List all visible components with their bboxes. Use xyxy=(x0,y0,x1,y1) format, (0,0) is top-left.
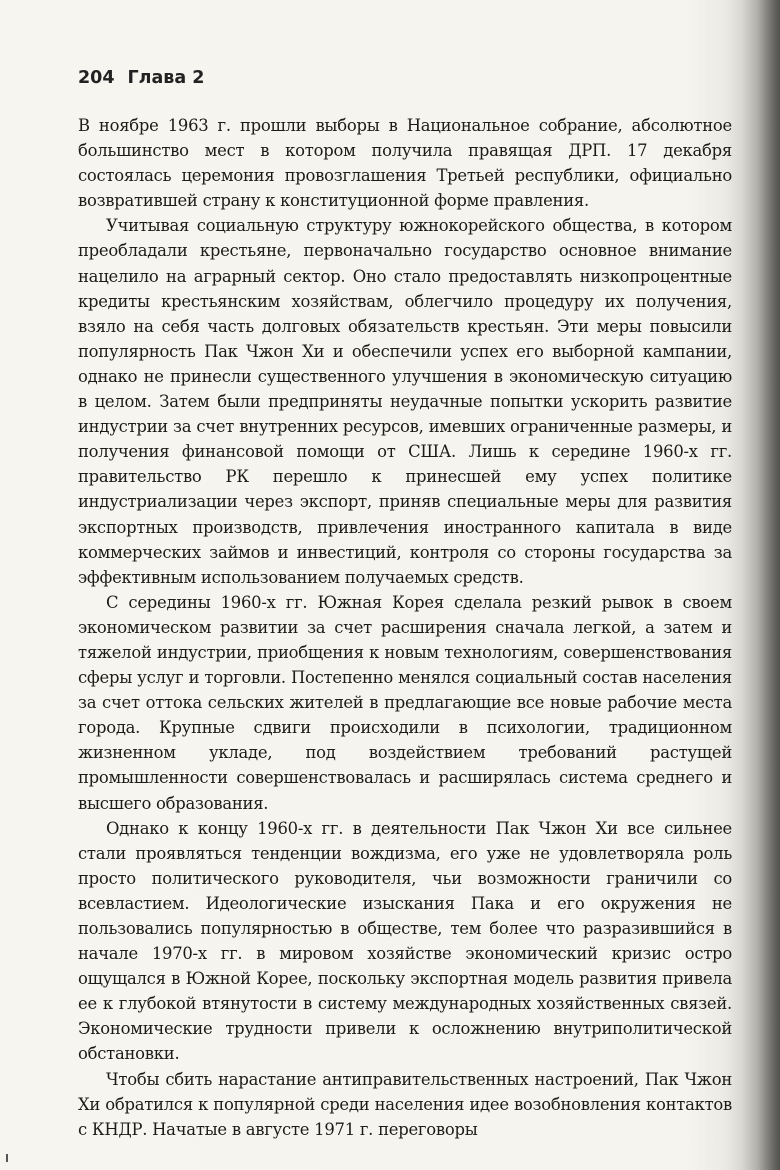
paragraph-3: С середины 1960-х гг. Южная Корея сделала резкий рывок в своем экономическом развитии за счет расширения сначала легкой, а затем и тяжелой индустрии, приобщения к новым технологиям, совершенствования сферы услуг и торговли. Постепенно менялся социальный состав населения за счет оттока сельских жителей в предлагающие все новые рабочие места города. Крупные сдвиги происходили в психологии, традиционном жизненном укладе, под воздействием требований растущей промышленности совершенствовалась и расширялась система среднего и высшего образования. xyxy=(78,592,732,813)
paragraph-5: Чтобы сбить нарастание антиправительственных настроений, Пак Чжон Хи обратился к популярной среди населения идее возобновления контактов с КНДР. Начатые в августе 1971 г. переговоры xyxy=(78,1069,732,1139)
chapter-title: Глава 2 xyxy=(127,68,205,88)
running-header xyxy=(78,68,204,88)
paragraph-4: Однако к концу 1960-х гг. в деятельности Пак Чжон Хи все сильнее стали проявляться тенденции вождизма, его уже не удовлетворяла роль просто политического руководителя, чьи возможности граничили со всевластием. Идеологические изыскания Пака и его окружения не пользовались популярностью в обществе, тем более что разразившийся в начале 1970-х гг. в мировом хозяйстве экономический кризис остро ощущался в Южной Корее, поскольку экспортная модель развития привела ее к глубокой втянутости в систему международных хозяйственных связей. Экономические трудности привели к осложнению внутриполитической обстановки. xyxy=(78,818,732,1064)
page-number: 204 xyxy=(78,68,115,88)
scan-mark xyxy=(6,1154,8,1162)
body-text xyxy=(78,113,732,1142)
paragraph-1: В ноябре 1963 г. прошли выборы в Национальное собрание, абсолютное большинство мест в котором получила правящая ДРП. 17 декабря состоялась церемония провозглашения Третьей республики, официально возвратившей страну к конституционной форме правления. xyxy=(78,116,732,211)
spine-shadow xyxy=(742,0,780,1170)
paragraph-2: Учитывая социальную структуру южнокорейского общества, в котором преобладали крестьяне, первоначально государство основное внимание нацелило на аграрный сектор. Оно стало предоставлять низкопроцентные кредиты крестьянским хозяйствам, облегчило процедуру их получения, взяло на себя часть долговых обязательств крестьян. Эти меры повысили популярность Пак Чжон Хи и обеспечили успех его выборной кампании, однако не принесли существенного улучшения в экономическую ситуацию в целом. Затем были предприняты неудачные попытки ускорить развитие индустрии за счет внутренних ресурсов, имевших ограниченные размеры, и получения финансовой помощи от США. Лишь к середине 1960-х гг. правительство РК перешло к принесшей ему успех политике индустриализации через экспорт, приняв специальные меры для развития экспортных производств, привлечения иностранного капитала в виде коммерческих займов и инвестиций, контроля со стороны государства за эффективным использованием получаемых средств. xyxy=(78,216,732,587)
